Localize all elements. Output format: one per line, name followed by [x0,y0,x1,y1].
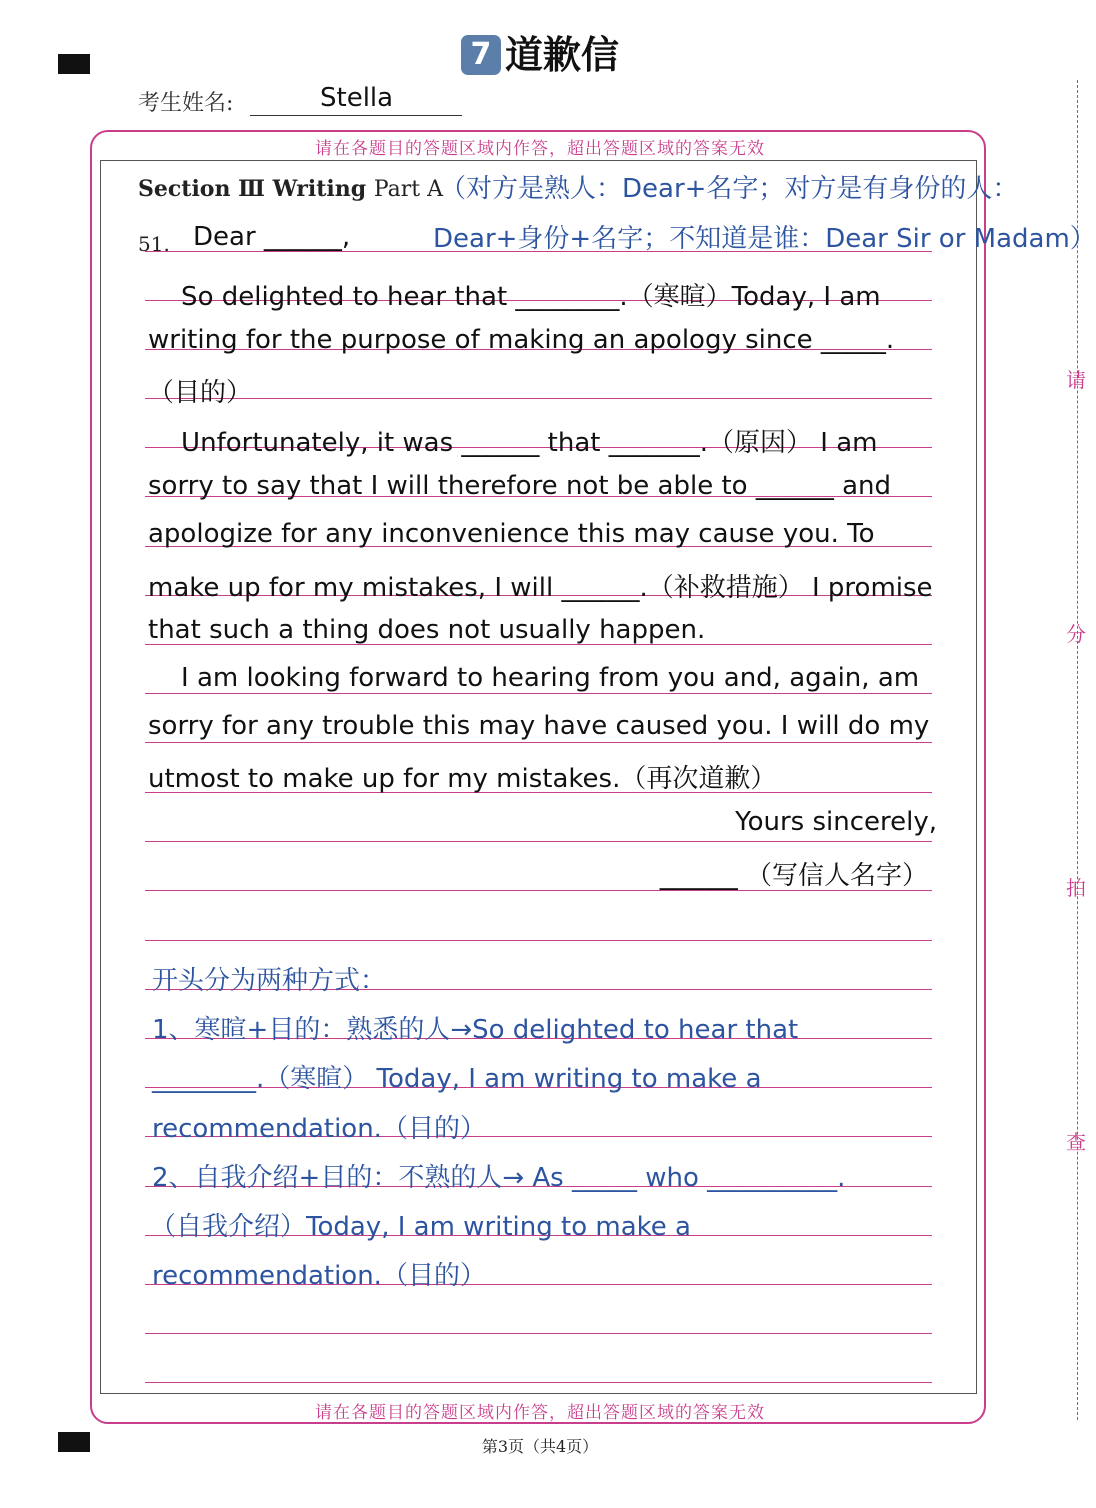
tip-line: 1、寒暄+目的：熟悉的人→So delighted to hear that [152,1015,799,1045]
tip-line: recommendation.（目的） [152,1114,486,1144]
question-number: 51. [138,232,170,256]
warning-bottom: 请在各题目的答题区域内作答，超出答题区域的答案无效 [315,1403,765,1423]
ruled-line [145,1333,932,1334]
note-line-2: Dear+身份+名字；不知道是谁：Dear Sir or Madam） [433,224,1096,254]
page-title [0,24,1080,79]
side-fragment: 分 [1066,622,1086,646]
letter-line: I am looking forward to hearing from you and, again, am [148,663,920,693]
section-bold: Section Ⅲ Writing [138,176,367,202]
section-heading [138,176,443,202]
ruled-line [145,940,932,941]
ruled-line [145,398,932,399]
warning-top: 请在各题目的答题区域内作答，超出答题区域的答案无效 [315,139,765,159]
note-line-1: （对方是熟人：Dear+名字；对方是有身份的人： [440,174,1019,204]
letter-line: utmost to make up for my mistakes.（再次道歉） [148,764,777,794]
tip-line: （自我介绍）Today, I am writing to make a [150,1212,691,1242]
title-text: 道歉信 [504,33,619,77]
letter-line: sorry to say that I will therefore not be able to ______ and [148,471,892,501]
tip-line: ________.（寒暄） Today, I am writing to make a [152,1064,762,1094]
letter-line: So delighted to hear that ________.（寒暄）Today, I am [148,282,881,312]
ruled-line [145,693,932,694]
ruled-line [145,251,932,252]
signature: ______ （写信人名字） [659,861,928,891]
letter-line: （目的） [148,378,253,408]
closing: Yours sincerely, [735,807,937,837]
section-part: Part A [373,177,443,202]
salutation: Dear ______, [193,222,351,252]
tip-line: recommendation.（目的） [152,1261,486,1291]
cut-line [1077,80,1078,1420]
student-name-label: 考生姓名: [138,91,234,116]
letter-line: sorry for any trouble this may have caused you. I will do my [148,711,930,741]
ruled-line [145,1382,932,1383]
side-fragment: 查 [1066,1130,1086,1154]
ruled-line [145,742,932,743]
side-fragment: 请 [1066,368,1086,392]
page-footer: 第3页（共4页） [481,1437,599,1456]
letter-line: apologize for any inconvenience this may cause you. To [148,519,875,549]
tip-line: 开头分为两种方式： [152,966,387,996]
student-name-field[interactable]: Stella [250,82,462,116]
number-badge: 7 [461,35,501,75]
ruled-line [145,841,932,842]
letter-line: writing for the purpose of making an apology since _____. [148,325,895,355]
letter-line: that such a thing does not usually happen. [148,615,706,645]
letter-line: Unfortunately, it was ______ that _______.（原因） I am [148,428,878,458]
side-fragment: 拍 [1066,876,1086,900]
letter-line: make up for my mistakes, I will ______.（补救措施） I promise [148,573,933,603]
tip-line: 2、自我介绍+目的：不熟的人→ As _____ who __________. [152,1163,846,1193]
